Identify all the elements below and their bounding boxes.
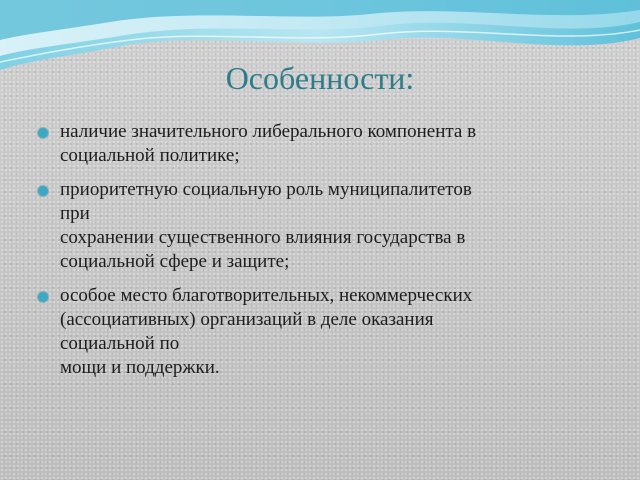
bullet-line: сохранении существенного влияния государства в bbox=[60, 227, 466, 248]
bullet-line: мощи и поддержки. bbox=[60, 357, 220, 378]
bullet-line: социальной по bbox=[60, 333, 180, 354]
bullet-line: наличие значительного либерального компонента в bbox=[60, 121, 477, 142]
bullet-icon bbox=[38, 128, 48, 138]
slide-title: Особенности: bbox=[225, 60, 415, 96]
bullet-line: приоритетную социальную роль муниципалитетов bbox=[60, 179, 472, 200]
bullet-icon bbox=[38, 292, 48, 302]
bullet-list bbox=[38, 120, 598, 390]
bullet-line: особое место благотворительных, некоммерческих bbox=[60, 285, 473, 306]
bullet-line: (ассоциативных) организаций в деле оказания bbox=[60, 309, 434, 330]
bullet-icon bbox=[38, 186, 48, 196]
bullet-item bbox=[38, 120, 598, 168]
bullet-item bbox=[38, 178, 598, 274]
bullet-line: при bbox=[60, 203, 90, 224]
bullet-line: социальной сфере и защите; bbox=[60, 251, 290, 272]
bullet-item bbox=[38, 284, 598, 380]
bullet-line: социальной политике; bbox=[60, 145, 240, 166]
